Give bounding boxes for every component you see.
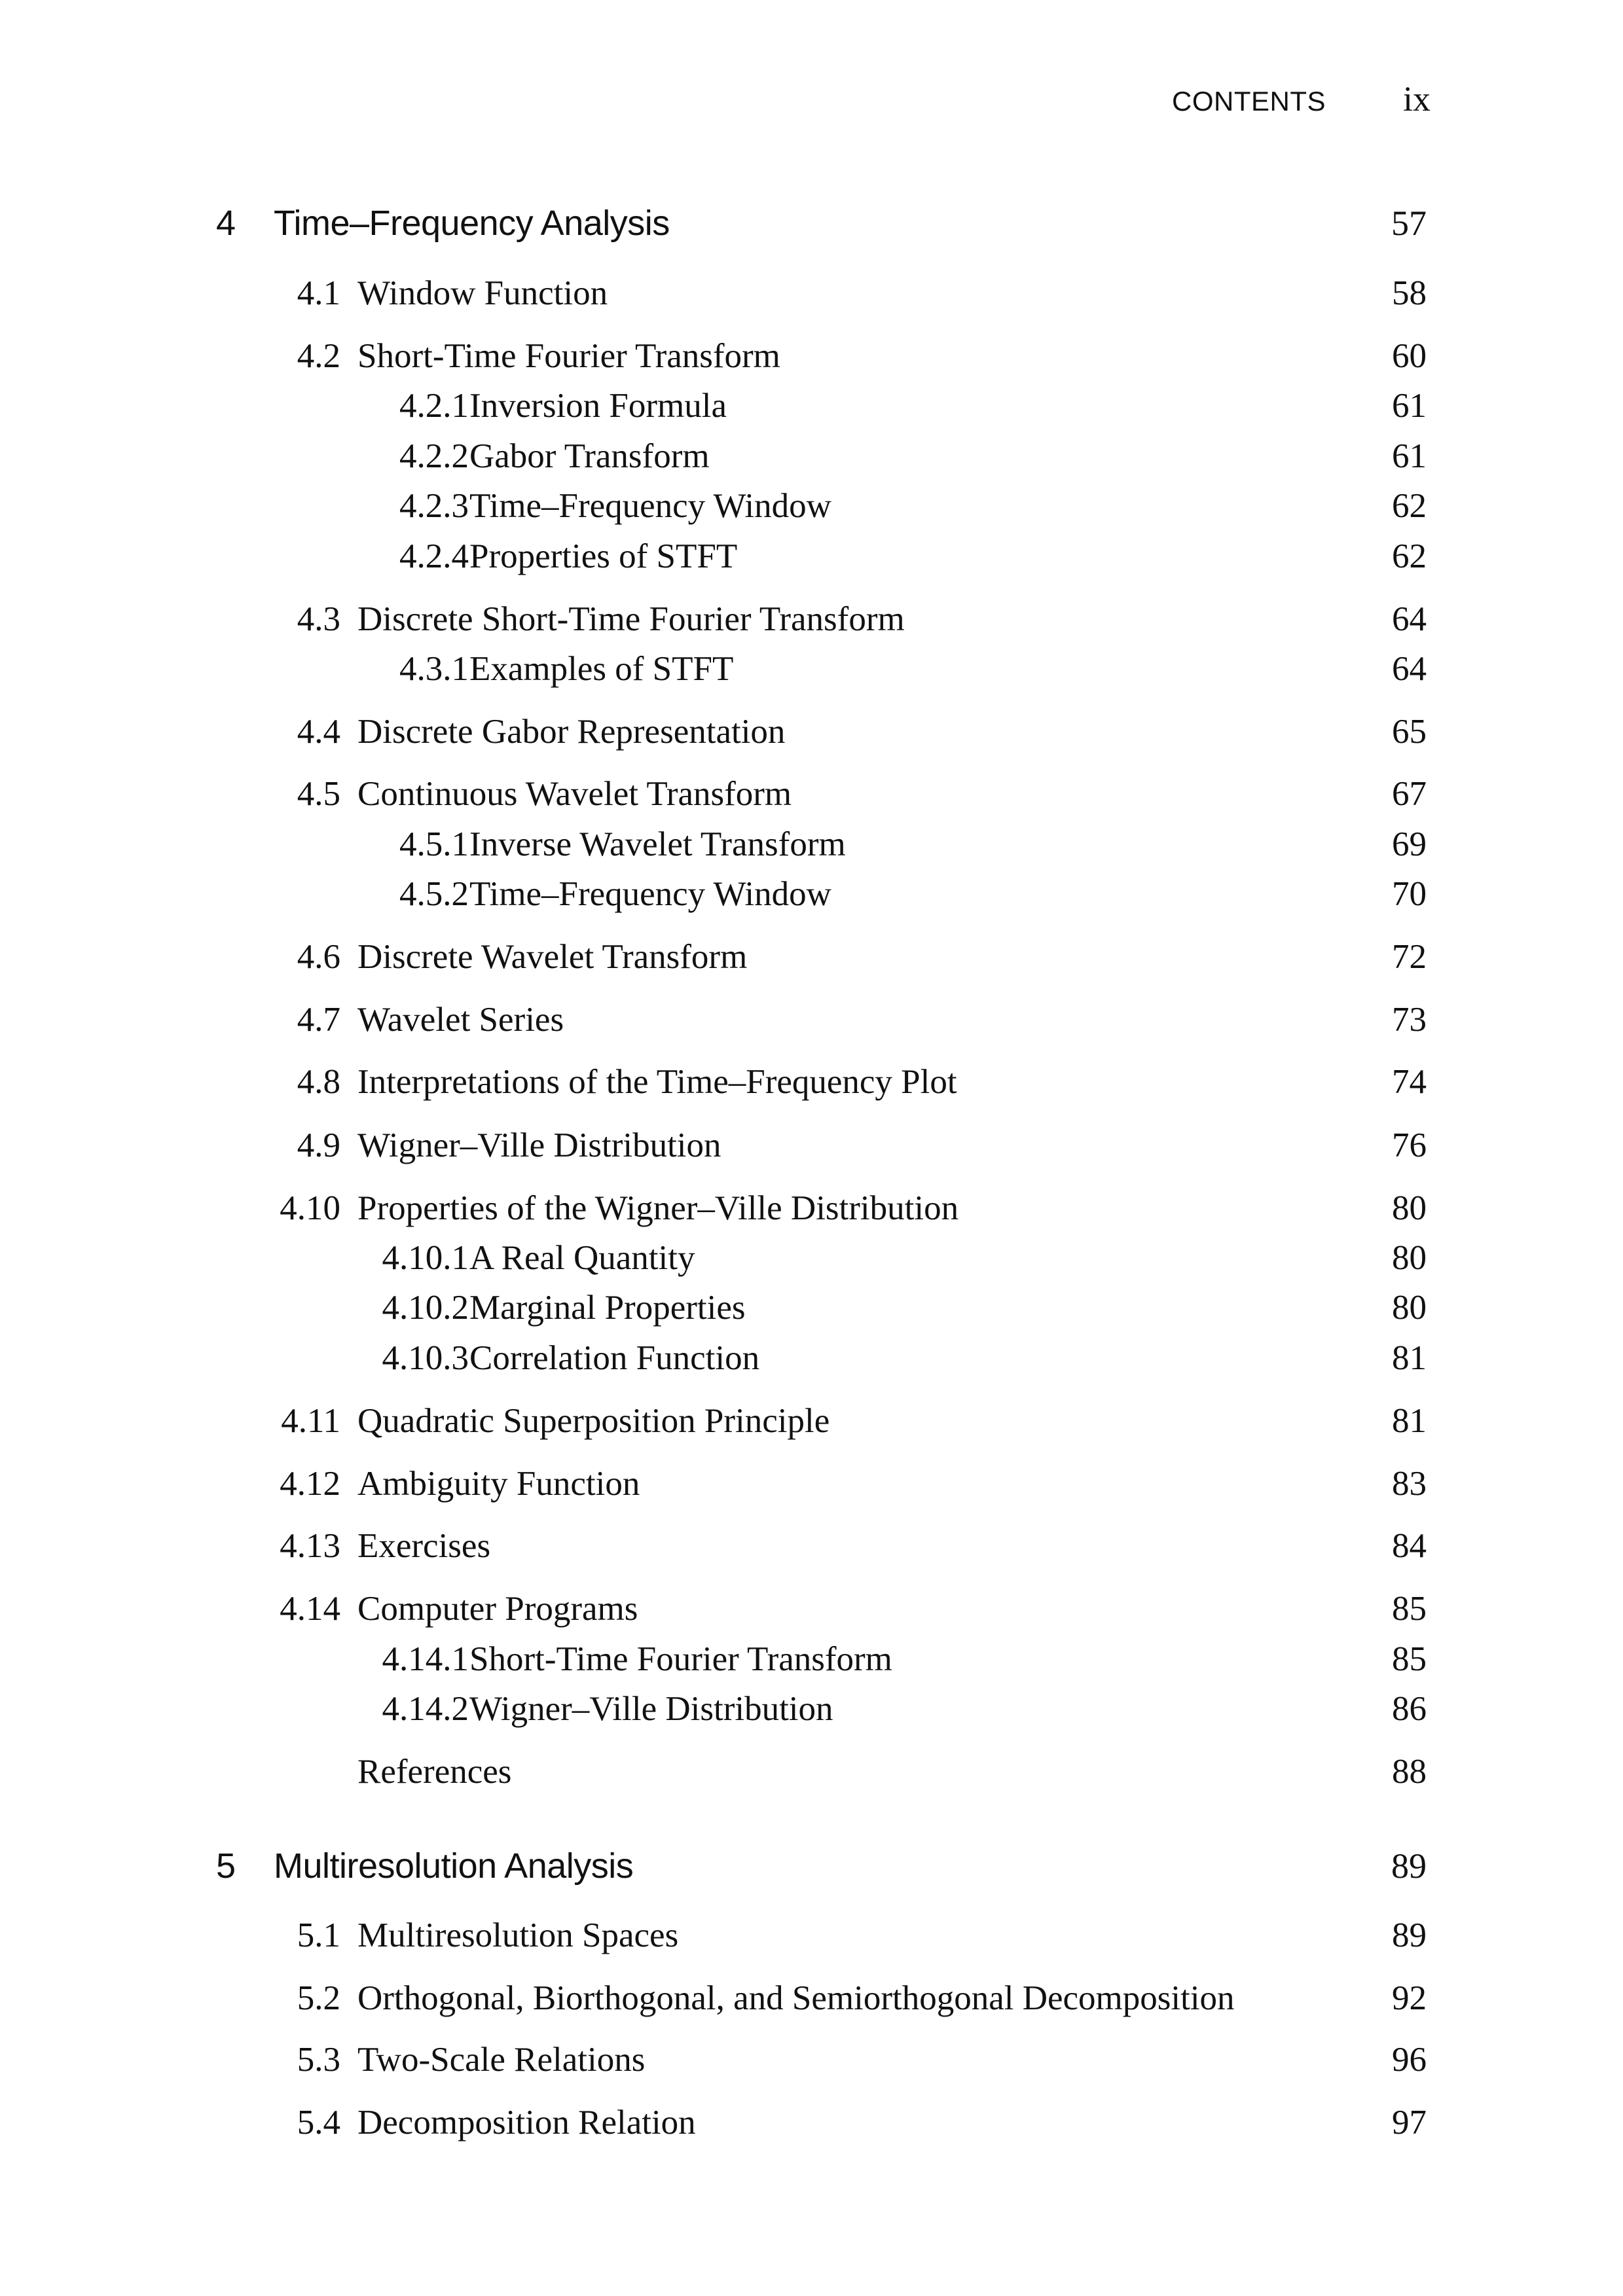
toc-entry-number: 5.2 [297,1979,340,2017]
toc-entry-title: Time–Frequency Window [469,487,831,525]
toc-entry-number: 4.9 [297,1126,340,1164]
toc-entry-number: 4.2.4 [399,537,469,575]
toc-entry-title: Short-Time Fourier Transform [357,337,780,375]
toc-entry-page: 88 [1392,1753,1427,1791]
toc-entry-page: 97 [1392,2104,1427,2142]
toc-entry-number: 4.1 [297,274,340,312]
toc-entry-number: 4.11 [281,1402,340,1440]
toc-entry-title: Correlation Function [469,1339,760,1377]
toc-entry-number: 4.4 [297,713,340,751]
toc-entry-title: Inverse Wavelet Transform [469,825,846,863]
toc-entry-page: 74 [1392,1063,1427,1101]
toc-entry-title: Continuous Wavelet Transform [357,775,792,813]
toc-entry-page: 96 [1392,2041,1427,2079]
toc-entry-page: 86 [1392,1690,1427,1728]
toc-entry-page: 76 [1392,1126,1427,1164]
toc-entry-number: 4.14 [280,1590,340,1628]
toc-entry-number: 4.5.1 [399,825,469,863]
toc-entry-title: Wavelet Series [357,1001,564,1039]
toc-entry-page: 89 [1392,1916,1427,1954]
toc-entry-page: 84 [1392,1527,1427,1565]
toc-entry-number: 4 [216,204,236,243]
toc-entry-title: Marginal Properties [469,1289,746,1327]
toc-entry-page: 65 [1392,713,1427,751]
toc-entry-number: 4.3.1 [399,650,469,688]
toc-entry-page: 64 [1392,650,1427,688]
toc-entry-title: Discrete Short-Time Fourier Transform [357,600,905,638]
toc-entry-title: Quadratic Superposition Principle [357,1402,830,1440]
toc-entry-title: Decomposition Relation [357,2104,696,2142]
toc-entry-title: Properties of STFT [469,537,738,575]
toc-entry-number: 4.10.2 [382,1289,469,1327]
toc-entry-title: Window Function [357,274,608,312]
toc-entry-page: 67 [1392,775,1427,813]
toc-entry-title: Multiresolution Analysis [274,1846,634,1886]
toc-entry-number: 5.1 [297,1916,340,1954]
toc-entry-title: Two-Scale Relations [357,2041,646,2079]
toc-entry-title: Gabor Transform [469,437,710,475]
toc-entry-page: 57 [1391,204,1427,243]
toc-entry-page: 64 [1392,600,1427,638]
toc-entry-title: Computer Programs [357,1590,638,1628]
toc-entry-page: 85 [1392,1640,1427,1678]
toc-entry-number: 4.5 [297,775,340,813]
toc-entry-number: 4.14.1 [382,1640,469,1678]
toc-entry-page: 83 [1392,1465,1427,1503]
toc-entry-number: 4.6 [297,938,340,976]
toc-entry-number: 4.13 [280,1527,340,1565]
toc-entry-number: 4.12 [280,1465,340,1503]
toc-entry-page: 81 [1392,1339,1427,1377]
toc-entry-title: Interpretations of the Time–Frequency Plot [357,1063,957,1101]
toc-entry-number: 4.8 [297,1063,340,1101]
toc-entry-page: 70 [1392,875,1427,913]
toc-entry-page: 58 [1392,274,1427,312]
toc-entry-page: 72 [1392,938,1427,976]
toc-entry-title: Inversion Formula [469,387,727,425]
toc-entry-number: 4.10 [280,1189,340,1227]
toc-entry-title: Examples of STFT [469,650,734,688]
toc-entry-number: 4.14.2 [382,1690,469,1728]
toc-entry-page: 89 [1391,1846,1427,1886]
toc-entry-title: A Real Quantity [469,1239,695,1277]
toc-entry-title: Wigner–Ville Distribution [469,1690,833,1728]
toc-entry-page: 61 [1392,437,1427,475]
toc-entry-page: 61 [1392,387,1427,425]
toc-entry-page: 80 [1392,1189,1427,1227]
toc-entry-title: Orthogonal, Biorthogonal, and Semiorthogonal Decomposition [357,1979,1235,2017]
toc-entry-title: Wigner–Ville Distribution [357,1126,721,1164]
toc-entry-number: 4.2 [297,337,340,375]
toc-entry-number: 4.10.3 [382,1339,469,1377]
page-number: ix [1402,79,1431,118]
toc-entry-number: 4.2.3 [399,487,469,525]
toc-entry-title: Multiresolution Spaces [357,1916,679,1954]
toc-entry-number: 4.2.2 [399,437,469,475]
toc-entry-title: Discrete Gabor Representation [357,713,786,751]
toc-entry-number: 4.3 [297,600,340,638]
toc-entry-page: 85 [1392,1590,1427,1628]
toc-entry-page: 80 [1392,1289,1427,1327]
toc-entry-page: 60 [1392,337,1427,375]
toc-entry-number: 4.5.2 [399,875,469,913]
toc-entry-number: 5 [216,1846,236,1886]
toc-entry-number: 5.4 [297,2104,340,2142]
toc-entry-page: 92 [1392,1979,1427,2017]
toc-entry-title: Properties of the Wigner–Ville Distribution [357,1189,959,1227]
toc-entry-page: 62 [1392,537,1427,575]
toc-entry-number: 4.7 [297,1001,340,1039]
toc-entry-number: 4.10.1 [382,1239,469,1277]
toc-entry-title: Exercises [357,1527,491,1565]
toc-entry-title: Time–Frequency Analysis [274,204,670,243]
toc-entry-number: 5.3 [297,2041,340,2079]
toc-entry-title: References [357,1753,512,1791]
toc-entry-page: 80 [1392,1239,1427,1277]
toc-entry-page: 73 [1392,1001,1427,1039]
toc-entry-title: Ambiguity Function [357,1465,640,1503]
toc-entry-page: 69 [1392,825,1427,863]
toc-entry-page: 81 [1392,1402,1427,1440]
toc-entry-number: 4.2.1 [399,387,469,425]
toc-entry-title: Discrete Wavelet Transform [357,938,748,976]
toc-entry-title: Short-Time Fourier Transform [469,1640,892,1678]
toc-entry-page: 62 [1392,487,1427,525]
running-header-label: CONTENTS [1172,86,1326,117]
toc-entry-title: Time–Frequency Window [469,875,831,913]
